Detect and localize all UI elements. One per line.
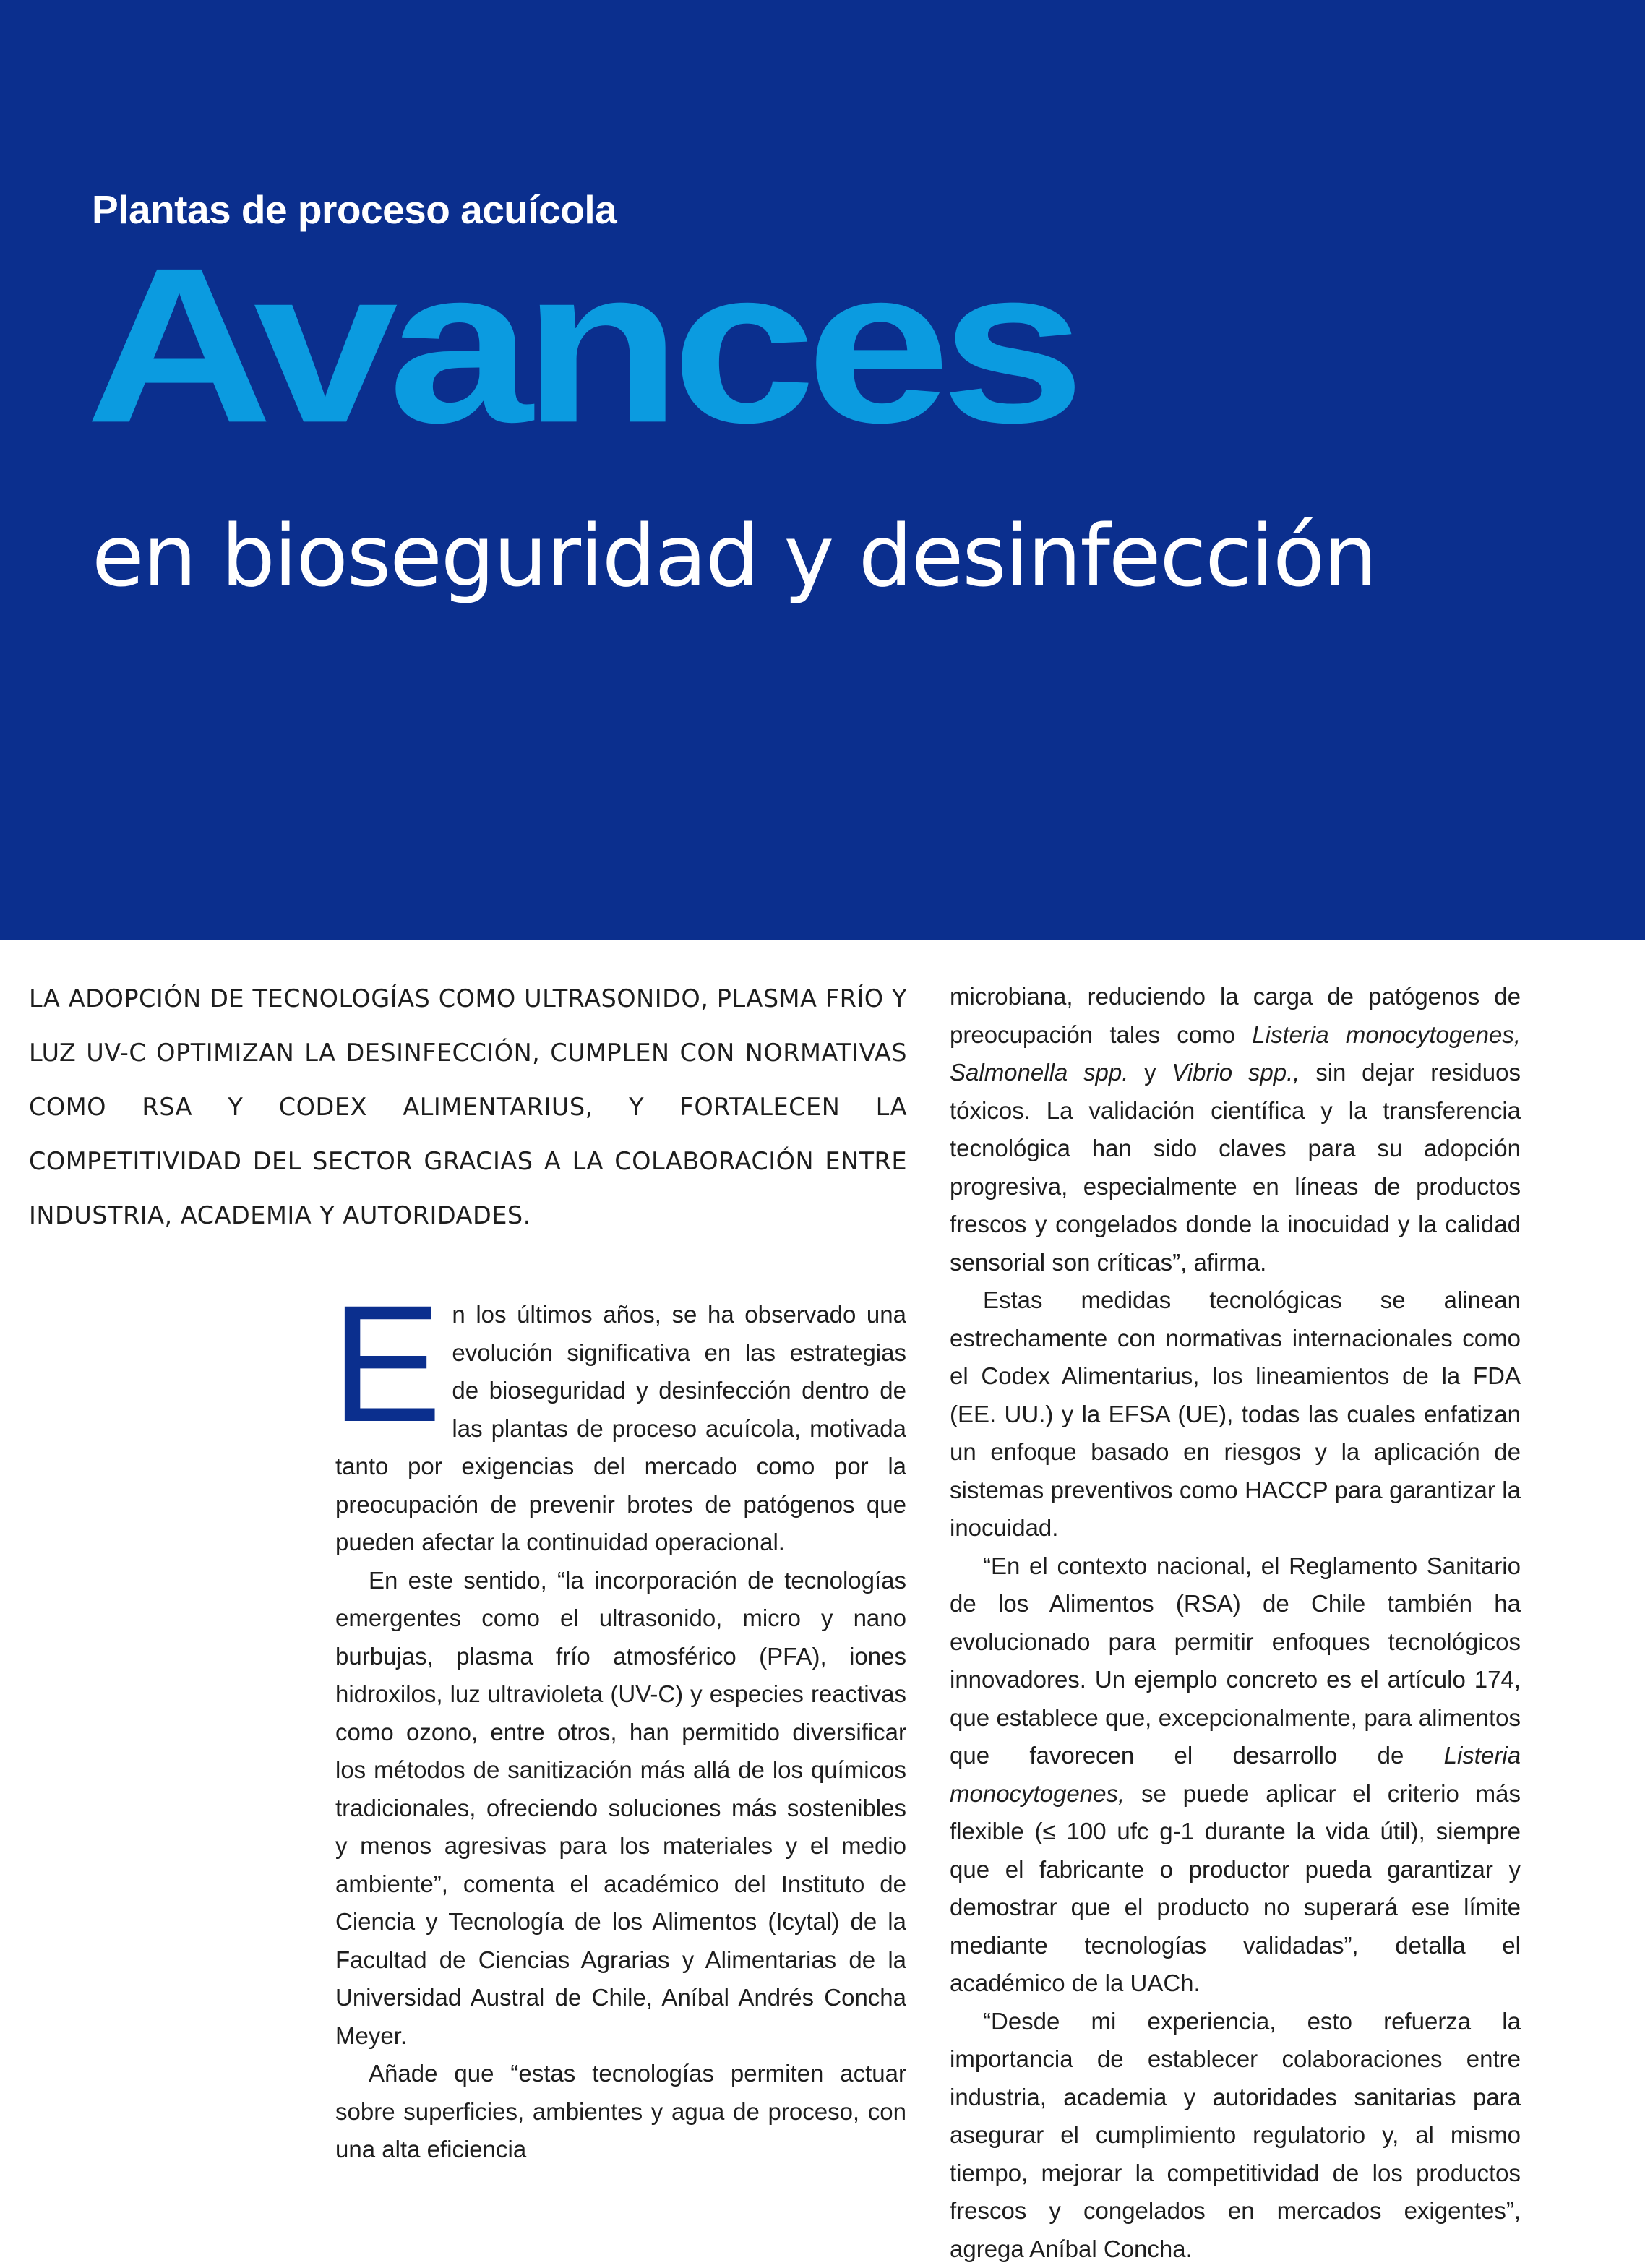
paragraph: Añade que “estas tecnologías permiten actuar sobre superficies, ambientes y agua de proceso, con una alta eficiencia — [335, 2055, 906, 2169]
page-subtitle: en bioseguridad y desinfección — [92, 506, 1376, 606]
paragraph — [950, 978, 1521, 1281]
lead-paragraph: LA ADOPCIÓN DE TECNOLOGÍAS COMO ULTRASONIDO, PLASMA FRÍO Y LUZ UV-C OPTIMIZAN LA DESINFECCIÓN, CUMPLEN CON NORMATIVAS COMO RSA Y CODEX ALIMENTARIUS, Y FORTALECEN LA COMPETITIVIDAD DEL SECTOR GRACIAS A LA COLABORACIÓN ENTRE INDUSTRIA, ACADEMIA Y AUTORIDADES. — [29, 971, 907, 1242]
paragraph-text: se puede aplicar el criterio más flexible (≤ 100 ufc g-1 durante la vida útil), siempre que el fabricante o productor pueda garantizar y demostrar que el producto no superará ese límite mediante tecnologías validadas”, detalla el académico de la UACh. — [950, 1780, 1521, 1997]
drop-cap: E — [331, 1299, 442, 1436]
paragraph-text: “En el contexto nacional, el Reglamento Sanitario de los Alimentos (RSA) de Chile también ha evolucionado para permitir enfoques tecnológicos innovadores. Un ejemplo concreto es el artículo 174, que establece que, excepcionalmente, para alimentos que favorecen el desarrollo de — [950, 1552, 1521, 1769]
paragraph-text: n los últimos años, se ha observado una evolución significativa en las estrategias de bioseguridad y desinfección dentro de las plantas de proceso acuícola, motivada tanto por exigencias del mercado como por la preocupación de prevenir brotes de patógenos que pueden afectar la continuidad operacional. — [335, 1301, 906, 1555]
article-column-left — [335, 1296, 906, 2169]
paragraph: Estas medidas tecnológicas se alinean estrechamente con normativas internacionales como el Codex Alimentarius, los lineamientos de la FDA (EE. UU.) y la EFSA (UE), todas las cuales enfatizan un enfoque basado en riesgos y la aplicación de sistemas preventivos como HACCP para garantizar la inocuidad. — [950, 1281, 1521, 1547]
species-name: Listeria monocytogenes, Salmonella spp. — [950, 1021, 1521, 1086]
species-name: Listeria monocytogenes, — [950, 1742, 1521, 1807]
paragraph-text: y — [1128, 1059, 1172, 1086]
article-column-right — [950, 978, 1521, 2268]
paragraph-text: microbiana, reduciendo la carga de patógenos de preocupación tales como — [950, 983, 1521, 1048]
paragraph — [335, 1296, 906, 1562]
header-banner — [0, 0, 1645, 940]
paragraph — [950, 1547, 1521, 2003]
page-title: Avances — [85, 235, 1075, 456]
paragraph-text: sin dejar residuos tóxicos. La validación científica y la transferencia tecnológica han sido claves para su adopción progresiva, especialmente en líneas de productos frescos y congelados donde la inocuidad y la calidad sensorial son críticas”, afirma. — [950, 1059, 1521, 1276]
paragraph: “Desde mi experiencia, esto refuerza la importancia de establecer colaboraciones entre industria, academia y autoridades sanitarias para asegurar el cumplimiento regulatorio y, al mismo tiempo, mejorar la competitividad de los productos frescos y congelados en mercados exigentes”, agrega Aníbal Concha. — [950, 2003, 1521, 2268]
section-kicker: Plantas de proceso acuícola — [92, 186, 617, 233]
paragraph: En este sentido, “la incorporación de tecnologías emergentes como el ultrasonido, micro y nano burbujas, plasma frío atmosférico (PFA), iones hidroxilos, luz ultravioleta (UV-C) y especies reactivas como ozono, entre otros, han permitido diversificar los métodos de sanitización más allá de los químicos tradicionales, ofreciendo soluciones más sostenibles y menos agresivas para los materiales y el medio ambiente”, comenta el académico del Instituto de Ciencia y Tecnología de los Alimentos (Icytal) de la Facultad de Ciencias Agrarias y Alimentarias de la Universidad Austral de Chile, Aníbal Andrés Concha Meyer. — [335, 1562, 906, 2056]
species-name: Vibrio spp., — [1172, 1059, 1300, 1086]
